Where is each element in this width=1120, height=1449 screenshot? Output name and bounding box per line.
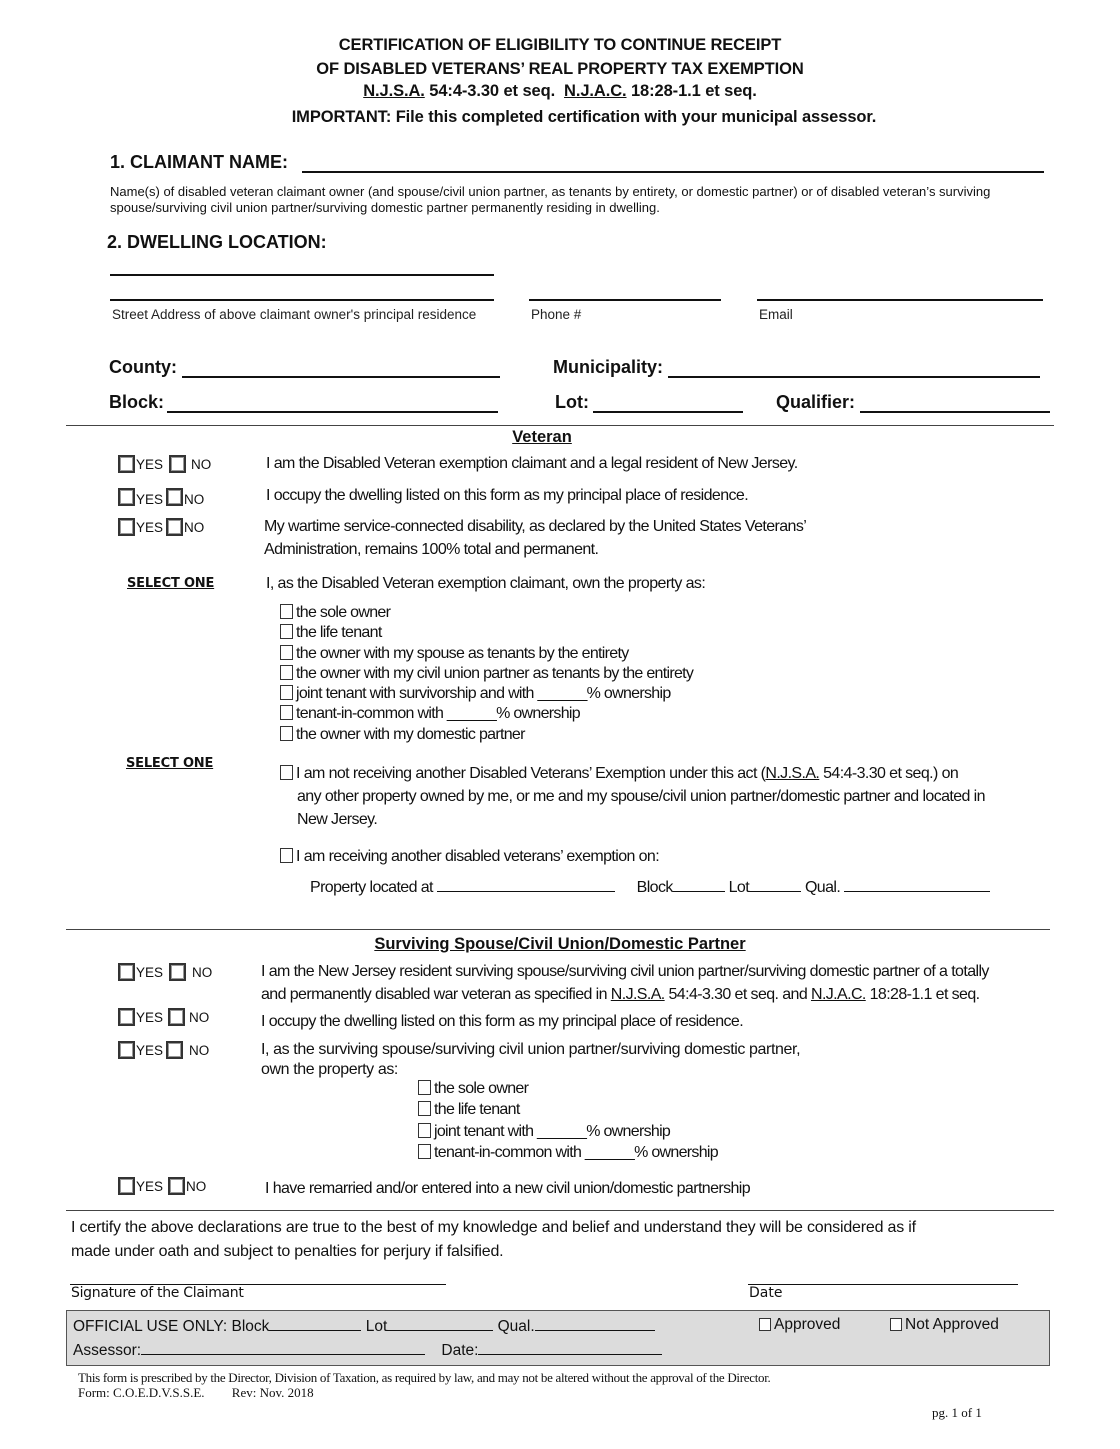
text: 18:28-1.1 et seq. <box>865 986 980 1003</box>
property-located-label: Property located at <box>310 879 433 896</box>
surviving-q3-no-checkbox[interactable] <box>166 1041 183 1059</box>
surviving-q2-no-checkbox[interactable] <box>168 1008 185 1026</box>
receiving-text: I am receiving another disabled veterans’ exemption on: <box>296 848 660 865</box>
surviving-q3-yes-checkbox[interactable] <box>118 1041 135 1059</box>
no-label: NO <box>189 1042 210 1058</box>
other-qual-label: Qual. <box>804 879 841 896</box>
important-notice: IMPORTANT: File this completed certification with your municipal assessor. <box>291 108 877 126</box>
assessor-field[interactable] <box>141 1340 425 1355</box>
yes-label: YES <box>136 492 164 507</box>
surviving-q1-line2 <box>261 983 989 1006</box>
option-label: the sole owner <box>296 604 391 621</box>
njsa-ref: N.J.S.A. <box>610 986 665 1003</box>
block-field[interactable] <box>167 395 498 413</box>
divider <box>66 1210 1054 1211</box>
checkbox-icon[interactable] <box>418 1144 431 1159</box>
official-lot-field[interactable] <box>387 1316 493 1331</box>
veteran-q2-no-checkbox[interactable] <box>166 488 183 506</box>
not-receiving-text: I am not receiving another Disabled Veterans’ Exemption under this act ( <box>296 765 766 782</box>
certification-line2: made under oath and subject to penalties for perjury if falsified. <box>71 1243 504 1260</box>
surviving-q4-yes-checkbox[interactable] <box>118 1177 135 1195</box>
not-approved-option[interactable] <box>890 1316 999 1334</box>
official-lot-label: Lot <box>365 1318 388 1335</box>
veteran-q1-no-checkbox[interactable] <box>169 455 186 473</box>
select-one-label-1: SELECT ONE <box>127 576 215 591</box>
county-field[interactable] <box>182 360 500 378</box>
not-receiving-line3: New Jersey. <box>297 811 378 828</box>
njac-section: 18:28-1.1 et seq. <box>630 82 757 100</box>
njsa-ref: N.J.S.A. <box>765 765 820 782</box>
veteran-option-domestic-partner[interactable] <box>280 726 525 744</box>
veteran-option-life-tenant[interactable] <box>280 624 382 642</box>
approved-label: Approved <box>774 1316 841 1333</box>
street-address-field-line1[interactable] <box>110 258 494 276</box>
veteran-q2-yes-no <box>118 486 207 507</box>
veteran-title-text: Veteran <box>512 428 572 446</box>
no-label: NO <box>184 519 205 535</box>
checkbox-icon[interactable] <box>280 705 293 720</box>
statute-citation <box>0 82 1120 101</box>
veteran-q1-yes-no <box>118 455 214 473</box>
checkbox-icon[interactable] <box>759 1318 771 1331</box>
signature-label: Signature of the Claimant <box>71 1285 244 1301</box>
yes-label: YES <box>136 519 164 535</box>
certification-statement <box>71 1216 916 1264</box>
other-property-row <box>310 876 990 899</box>
county-label: County: <box>109 357 177 377</box>
yes-label: YES <box>136 1178 164 1194</box>
surviving-q2-yes-checkbox[interactable] <box>118 1008 135 1026</box>
option-label: joint tenant with survivorship and with ______% ownership <box>296 685 671 702</box>
text: and permanently disabled war veteran as specified in <box>261 986 611 1003</box>
surviving-q2-yes-no <box>118 1008 212 1026</box>
surviving-q1-text <box>261 960 989 1006</box>
veteran-option-sole-owner[interactable] <box>280 604 390 622</box>
no-label: NO <box>186 1178 207 1194</box>
email-caption: Email <box>759 307 793 322</box>
option-label: the life tenant <box>296 624 382 641</box>
checkbox-icon[interactable] <box>280 665 293 680</box>
surviving-q1-line1: I am the New Jersey resident surviving spouse/surviving civil union partner/surviving domestic partner of a totally <box>261 963 989 980</box>
veteran-q3-yes-checkbox[interactable] <box>118 518 135 536</box>
yes-label: YES <box>136 456 164 472</box>
checkbox-icon[interactable] <box>418 1080 431 1095</box>
veteran-q2-text: I occupy the dwelling listed on this form as my principal place of residence. <box>266 487 749 504</box>
not-receiving-line2: any other property owned by me, or me and my spouse/civil union partner/domestic partner and located in <box>297 788 985 805</box>
text: 54:4-3.30 et seq. and <box>664 986 811 1003</box>
street-address-field-line2[interactable] <box>110 283 494 301</box>
official-date-field[interactable] <box>478 1340 662 1355</box>
form-title-line1: CERTIFICATION OF ELIGIBILITY TO CONTINUE RECEIPT <box>338 36 782 54</box>
official-block-field[interactable] <box>269 1316 361 1331</box>
veteran-ownership-prompt: I, as the Disabled Veteran exemption claimant, own the property as: <box>266 575 706 592</box>
surviving-q3-line2: own the property as: <box>261 1061 398 1078</box>
yes-label: YES <box>136 964 164 980</box>
official-qual-label: Qual. <box>497 1318 535 1335</box>
official-block-label: OFFICIAL USE ONLY: Block <box>73 1318 270 1335</box>
njac-ref: N.J.A.C. <box>564 82 627 100</box>
other-lot-field[interactable] <box>749 877 801 892</box>
surviving-q4-yes-no <box>118 1177 209 1195</box>
surviving-q1-yes-checkbox[interactable] <box>118 963 135 981</box>
no-label: NO <box>189 1009 210 1025</box>
date-field[interactable] <box>748 1270 1018 1285</box>
surviving-section-title <box>0 935 1120 954</box>
veteran-option-joint-tenant[interactable] <box>280 685 671 703</box>
surviving-q4-no-checkbox[interactable] <box>168 1177 185 1195</box>
signature-field[interactable] <box>70 1270 446 1285</box>
receiving-exemption-option[interactable] <box>280 845 659 868</box>
claimant-name-description: Name(s) of disabled veteran claimant owner (and spouse/civil union partner, as tenants by entirety, or domestic partner) or of disabled veteran’s surviving spouse/surviving civil union partner/surviving domestic partner permanently residing in dwelling. <box>110 184 991 215</box>
checkbox-icon[interactable] <box>280 685 293 700</box>
official-qual-field[interactable] <box>535 1316 655 1331</box>
veteran-option-tenant-in-common[interactable] <box>280 705 580 723</box>
surviving-title-text: Surviving Spouse/Civil Union/Domestic Partner <box>374 935 746 953</box>
divider <box>66 929 1050 930</box>
checkbox-icon[interactable] <box>280 765 293 780</box>
email-field[interactable] <box>757 283 1043 301</box>
municipality-label: Municipality: <box>553 357 664 377</box>
phone-field[interactable] <box>529 283 721 301</box>
veteran-q1-yes-checkbox[interactable] <box>118 455 135 473</box>
form-title-line2: OF DISABLED VETERANS’ REAL PROPERTY TAX EXEMPTION <box>316 60 804 78</box>
street-address-caption: Street Address of above claimant owner's principal residence <box>112 307 477 322</box>
surviving-q1-no-checkbox[interactable] <box>169 963 186 981</box>
other-block-field[interactable] <box>673 877 725 892</box>
claimant-name-label: 1. CLAIMANT NAME: <box>110 152 288 172</box>
official-row1 <box>73 1316 655 1336</box>
surviving-q2-text: I occupy the dwelling listed on this form as my principal place of residence. <box>261 1013 744 1030</box>
footer-disclaimer: This form is prescribed by the Director, Division of Taxation, as required by law, and may not be altered without the approval of the Director. <box>78 1370 771 1385</box>
not-receiving-exemption-option[interactable] <box>280 762 1060 831</box>
veteran-q2-yes-checkbox[interactable] <box>118 488 135 506</box>
municipality-field[interactable] <box>668 360 1040 378</box>
surviving-option-joint-tenant[interactable] <box>418 1123 670 1141</box>
surviving-q3-yes-no <box>118 1041 212 1059</box>
veteran-q1-text: I am the Disabled Veteran exemption claimant and a legal resident of New Jersey. <box>266 455 798 472</box>
checkbox-icon[interactable] <box>280 624 293 639</box>
official-use-box <box>66 1310 1050 1366</box>
official-row2 <box>73 1340 662 1360</box>
checkbox-icon[interactable] <box>280 604 293 619</box>
no-label: NO <box>191 456 212 472</box>
veteran-q3-yes-no <box>118 518 207 536</box>
other-block-label: Block <box>636 879 673 896</box>
lot-field[interactable] <box>593 395 743 413</box>
block-label: Block: <box>109 392 165 412</box>
surviving-option-tenant-in-common[interactable] <box>418 1144 718 1162</box>
yes-label: YES <box>136 1009 164 1025</box>
option-label: the owner with my spouse as tenants by the entirety <box>296 645 629 662</box>
checkbox-icon[interactable] <box>418 1123 431 1138</box>
qualifier-label: Qualifier: <box>776 392 856 412</box>
assessor-label: Assessor: <box>73 1342 142 1359</box>
footer-form-info <box>78 1385 314 1401</box>
page-number: pg. 1 of 1 <box>932 1405 982 1420</box>
lot-label: Lot: <box>555 392 589 412</box>
form-id: Form: C.O.E.D.V.S.S.E. <box>78 1385 205 1400</box>
other-lot-label: Lot <box>728 879 750 896</box>
official-date-label: Date: <box>441 1342 479 1359</box>
no-label: NO <box>192 964 213 980</box>
option-label: tenant-in-common with ______% ownership <box>434 1144 718 1161</box>
veteran-q3-line1: My wartime service-connected disability, as declared by the United States Veterans’ <box>264 518 807 535</box>
checkbox-icon[interactable] <box>890 1318 902 1331</box>
veteran-q3-line2: Administration, remains 100% total and permanent. <box>264 541 599 558</box>
dwelling-location-label: 2. DWELLING LOCATION: <box>107 232 327 252</box>
veteran-option-spouse-entirety[interactable] <box>280 645 629 663</box>
other-qual-field[interactable] <box>844 877 990 892</box>
veteran-section-title <box>0 428 1102 447</box>
njac-ref: N.J.A.C. <box>810 986 866 1003</box>
surviving-q3-text <box>261 1040 800 1080</box>
checkbox-icon[interactable] <box>418 1101 431 1116</box>
option-label: tenant-in-common with ______% ownership <box>296 705 580 722</box>
option-label: the owner with my civil union partner as tenants by the entirety <box>296 665 694 682</box>
option-label: the sole owner <box>434 1080 529 1097</box>
divider <box>66 425 1054 426</box>
surviving-option-sole-owner[interactable] <box>418 1080 528 1098</box>
njsa-section: 54:4-3.30 et seq. <box>429 82 556 100</box>
certification-line1: I certify the above declarations are true to the best of my knowledge and belief and understand they will be considered as if <box>71 1219 916 1236</box>
property-location-field[interactable] <box>437 877 615 892</box>
option-label: joint tenant with ______% ownership <box>434 1123 671 1140</box>
njsa-ref: N.J.S.A. <box>363 82 425 100</box>
yes-label: YES <box>136 1042 164 1058</box>
surviving-option-life-tenant[interactable] <box>418 1101 520 1119</box>
checkbox-icon[interactable] <box>280 848 293 863</box>
phone-caption: Phone # <box>531 307 582 322</box>
claimant-name-field[interactable] <box>302 154 1044 173</box>
veteran-option-civil-union-entirety[interactable] <box>280 665 693 683</box>
option-label: the life tenant <box>434 1101 520 1118</box>
date-label: Date <box>749 1285 783 1301</box>
surviving-q4-text: I have remarried and/or entered into a new civil union/domestic partnership <box>265 1180 751 1197</box>
select-one-label-2: SELECT ONE <box>126 756 214 771</box>
revision-date: Rev: Nov. 2018 <box>231 1385 314 1400</box>
checkbox-icon[interactable] <box>280 645 293 660</box>
option-label: the owner with my domestic partner <box>296 726 525 743</box>
veteran-q3-no-checkbox[interactable] <box>166 518 183 536</box>
surviving-q1-yes-no <box>118 963 215 981</box>
not-approved-label: Not Approved <box>905 1316 999 1333</box>
veteran-q3-text <box>264 515 806 561</box>
checkbox-icon[interactable] <box>280 726 293 741</box>
no-label: NO <box>184 492 205 507</box>
not-receiving-text-end: 54:4-3.30 et seq.) on <box>819 765 959 782</box>
qualifier-field[interactable] <box>860 395 1050 413</box>
surviving-q3-line1: I, as the surviving spouse/surviving civil union partner/surviving domestic partner, <box>261 1041 801 1058</box>
approved-option[interactable] <box>759 1316 840 1334</box>
